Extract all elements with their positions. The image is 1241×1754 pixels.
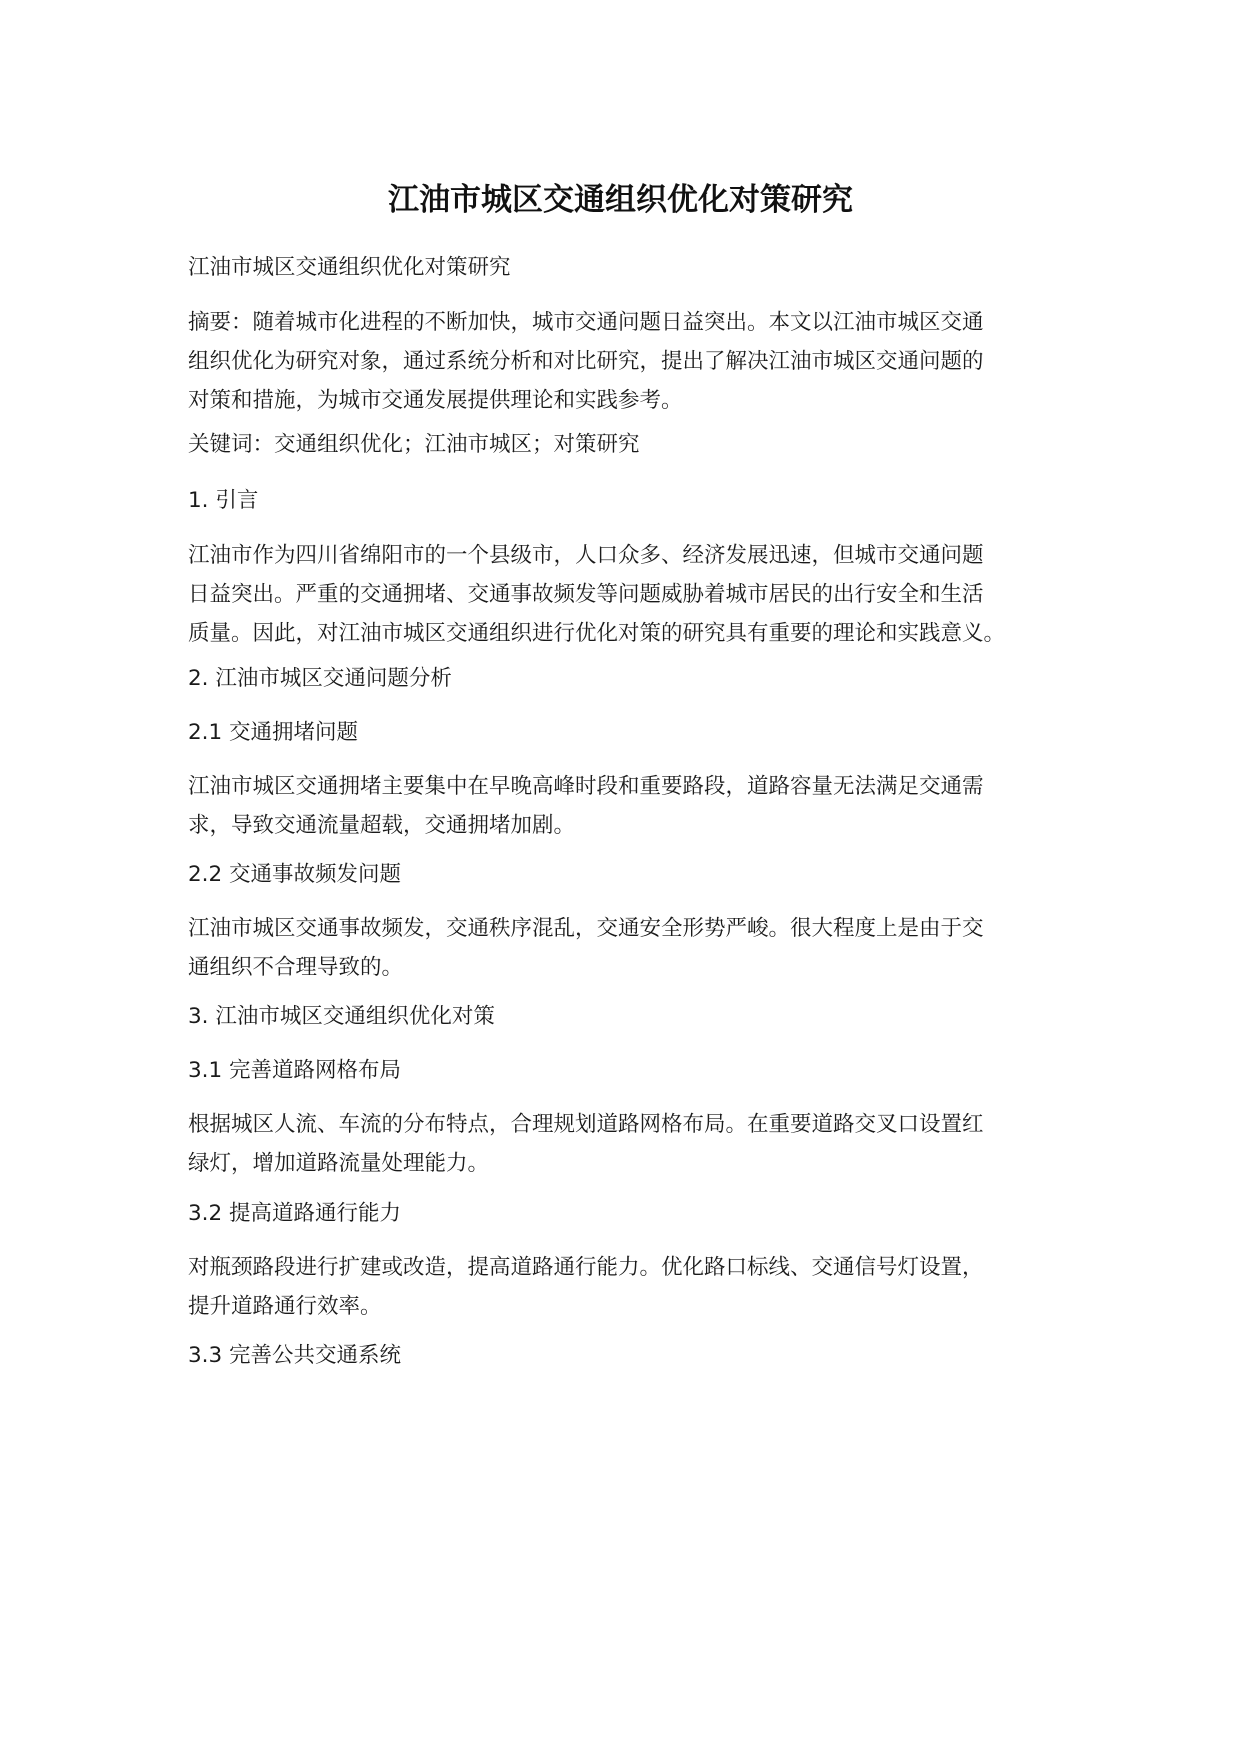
subtitle-line: 江油市城区交通组织优化对策研究 (188, 255, 511, 280)
section-3-1-paragraph (188, 1105, 1068, 1183)
keywords-line: 关键词：交通组织优化；江油市城区；对策研究 (188, 432, 640, 457)
heading-line: 2.1 交通拥堵问题 (188, 720, 359, 745)
document-subtitle (188, 248, 1068, 287)
heading-line: 3.2 提高道路通行能力 (188, 1201, 402, 1226)
section-2-2-heading (188, 855, 1068, 894)
section-2-heading (188, 659, 1068, 698)
paragraph-line: 江油市城区交通事故频发，交通秩序混乱，交通安全形势严峻。很大程度上是由于交 (188, 916, 984, 941)
abstract-paragraph (188, 303, 1068, 420)
section-3-1-heading (188, 1051, 1068, 1090)
paragraph-line: 对瓶颈路段进行扩建或改造，提高道路通行能力。优化路口标线、交通信号灯设置， (188, 1255, 984, 1280)
heading-line: 2. 江油市城区交通问题分析 (188, 666, 452, 691)
paragraph-line: 绿灯，增加道路流量处理能力。 (188, 1151, 490, 1176)
section-3-heading (188, 997, 1068, 1036)
paragraph-line: 通组织不合理导致的。 (188, 955, 404, 980)
section-2-2-paragraph (188, 909, 1068, 987)
keywords-paragraph (188, 425, 1068, 464)
paragraph-line: 求，导致交通流量超载，交通拥堵加剧。 (188, 813, 576, 838)
section-1-paragraph (188, 536, 1068, 653)
heading-line: 2.2 交通事故频发问题 (188, 862, 402, 887)
heading-line: 1. 引言 (188, 488, 259, 513)
section-2-1-heading (188, 713, 1068, 752)
paragraph-line: 根据城区人流、车流的分布特点，合理规划道路网格布局。在重要道路交叉口设置红 (188, 1112, 984, 1137)
document-title: 江油市城区交通组织优化对策研究 (388, 182, 853, 218)
heading-line: 3.1 完善道路网格布局 (188, 1058, 402, 1083)
section-2-1-paragraph (188, 767, 1068, 845)
heading-line: 3.3 完善公共交通系统 (188, 1343, 402, 1368)
abstract-line: 组织优化为研究对象，通过系统分析和对比研究，提出了解决江油市城区交通问题的 (188, 349, 984, 374)
abstract-line: 摘要：随着城市化进程的不断加快，城市交通问题日益突出。本文以江油市城区交通 (188, 310, 984, 335)
heading-line: 3. 江油市城区交通组织优化对策 (188, 1004, 495, 1029)
section-3-3-heading (188, 1336, 1068, 1375)
section-1-heading (188, 481, 1068, 520)
paragraph-line: 提升道路通行效率。 (188, 1294, 382, 1319)
paragraph-line: 日益突出。严重的交通拥堵、交通事故频发等问题威胁着城市居民的出行安全和生活 (188, 582, 984, 607)
section-3-2-heading (188, 1194, 1068, 1233)
paragraph-line: 江油市城区交通拥堵主要集中在早晚高峰时段和重要路段，道路容量无法满足交通需 (188, 774, 984, 799)
section-3-2-paragraph (188, 1248, 1068, 1326)
abstract-line: 对策和措施，为城市交通发展提供理论和实践参考。 (188, 388, 683, 413)
paragraph-line: 质量。因此，对江油市城区交通组织进行优化对策的研究具有重要的理论和实践意义。 (188, 621, 1006, 646)
paragraph-line: 江油市作为四川省绵阳市的一个县级市，人口众多、经济发展迅速，但城市交通问题 (188, 543, 984, 568)
